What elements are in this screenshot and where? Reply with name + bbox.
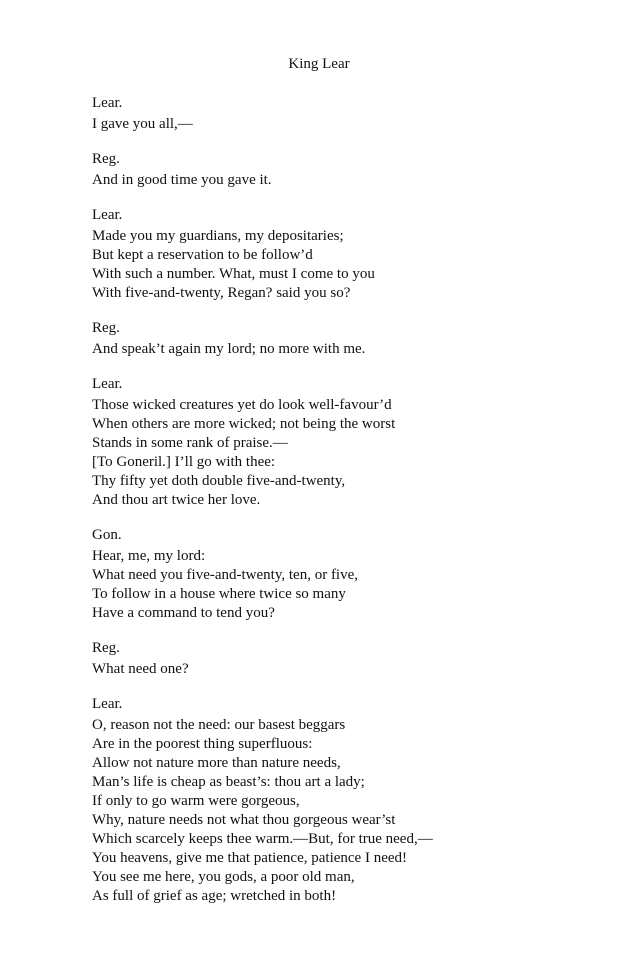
- speech-block: [92, 375, 612, 510]
- verse-line: You see me here, you gods, a poor old man,: [92, 869, 355, 885]
- verse-line: When others are more wicked; not being the worst: [92, 416, 396, 432]
- verse-line: To follow in a house where twice so many: [92, 586, 346, 602]
- speaker-name: Lear.: [92, 376, 123, 392]
- verse-line: [To Goneril.] I’ll go with thee:: [92, 454, 276, 470]
- verse-line: Man’s life is cheap as beast’s: thou art a lady;: [92, 774, 365, 790]
- speech-block: [92, 319, 612, 359]
- speaker-name: Reg.: [92, 640, 120, 656]
- verse-line: Are in the poorest thing superfluous:: [92, 736, 313, 752]
- verse-line: Stands in some rank of praise.—: [92, 435, 288, 451]
- verse-line: But kept a reservation to be follow’d: [92, 247, 313, 263]
- verse-line: What need you five-and-twenty, ten, or five,: [92, 567, 359, 583]
- speaker-name: Reg.: [92, 151, 120, 167]
- verse-line: Hear, me, my lord:: [92, 548, 206, 564]
- play-text: [92, 94, 612, 922]
- verse-line: O, reason not the need: our basest beggars: [92, 717, 346, 733]
- speaker-name: Lear.: [92, 207, 123, 223]
- verse-line: And speak’t again my lord; no more with me.: [92, 341, 366, 357]
- speaker-name: Gon.: [92, 527, 122, 543]
- verse-line: Have a command to tend you?: [92, 605, 275, 621]
- verse-line: If only to go warm were gorgeous,: [92, 793, 300, 809]
- speech-block: [92, 639, 612, 679]
- verse-line: Those wicked creatures yet do look well-favour’d: [92, 397, 392, 413]
- verse-line: Allow not nature more than nature needs,: [92, 755, 341, 771]
- verse-line: Which scarcely keeps thee warm.—But, for true need,—: [92, 831, 433, 847]
- verse-line: Thy fifty yet doth double five-and-twenty,: [92, 473, 346, 489]
- verse-line: Why, nature needs not what thou gorgeous wear’st: [92, 812, 396, 828]
- speech-block: [92, 695, 612, 906]
- speaker-name: Lear.: [92, 95, 123, 111]
- verse-line: As full of grief as age; wretched in both!: [92, 888, 337, 904]
- verse-line: And thou art twice her love.: [92, 492, 261, 508]
- speaker-name: Reg.: [92, 320, 120, 336]
- speech-block: [92, 526, 612, 623]
- verse-line: Made you my guardians, my depositaries;: [92, 228, 344, 244]
- verse-line: I gave you all,—: [92, 116, 193, 132]
- speech-block: [92, 150, 612, 190]
- verse-line: And in good time you gave it.: [92, 172, 272, 188]
- verse-line: With such a number. What, must I come to you: [92, 266, 375, 282]
- page-title: King Lear: [288, 56, 350, 72]
- verse-line: What need one?: [92, 661, 189, 677]
- speaker-name: Lear.: [92, 696, 123, 712]
- speech-block: [92, 206, 612, 303]
- speech-block: [92, 94, 612, 134]
- verse-line: You heavens, give me that patience, patience I need!: [92, 850, 408, 866]
- verse-line: With five-and-twenty, Regan? said you so?: [92, 285, 351, 301]
